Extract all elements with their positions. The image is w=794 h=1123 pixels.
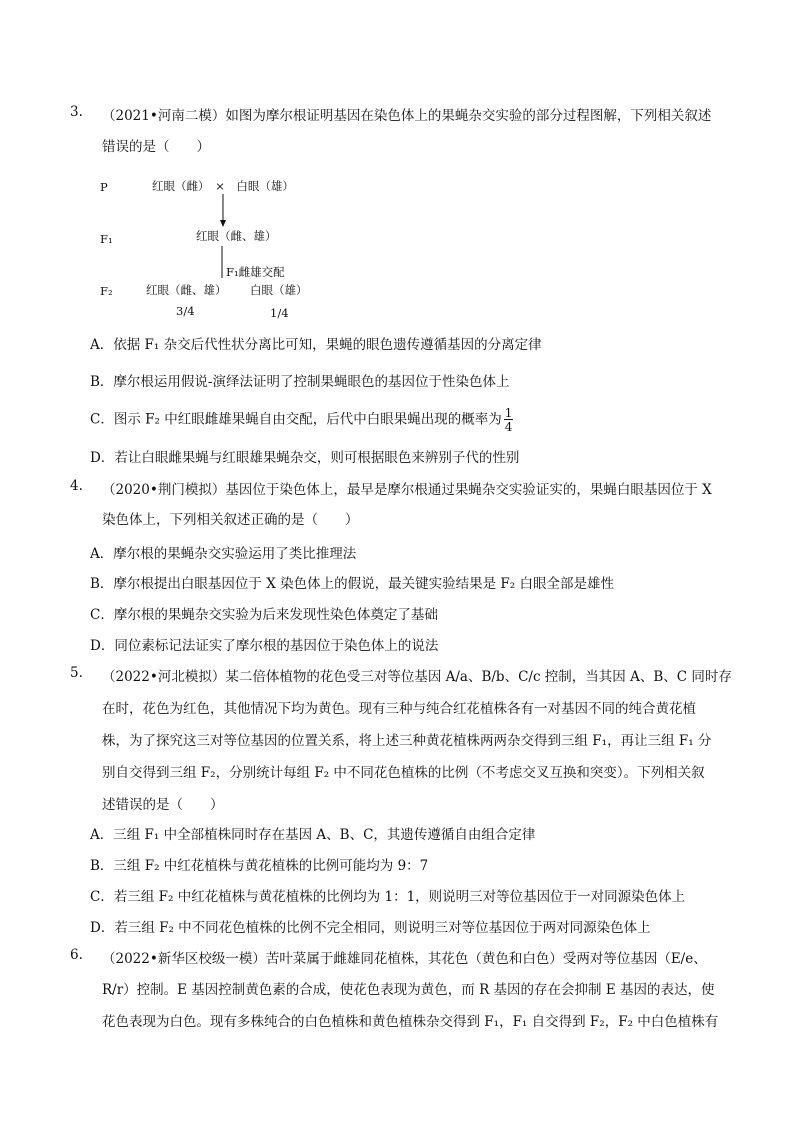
arrow-p-to-f1 [218,194,228,228]
fraction-numerator: 1 [504,406,513,420]
q5-option-b: B．三组 F₂ 中红花植株与黄花植株的比例可能均为 9：7 [90,858,429,874]
q3-stem-line1: （2021•河南二模）如图为摩尔根证明基因在染色体上的果蝇杂交实验的部分过程图解，下列相关叙述 [102,108,712,124]
q5-option-c: C．若三组 F₂ 中红花植株与黄花植株的比例均为 1：1，则说明三对等位基因位于一对同源染色体上 [90,889,686,905]
q4-stem-line1: （2020•荆门模拟）基因位于染色体上，最早是摩尔根通过果蝇杂交实验证实的，果蝇白眼基因位于 X [102,482,712,498]
f1-generation-label: F₁ [100,232,113,246]
q3-option-c [90,407,513,433]
q4-option-a: A．摩尔根的果蝇杂交实验运用了类比推理法 [90,546,357,562]
q3-option-d: D．若让白眼雌果蝇与红眼雄果蝇杂交，则可根据眼色来辨别子代的性别 [90,450,520,466]
f2-red-ratio: 3/4 [176,304,195,318]
q5-stem-line3: 株，为了探究这三对等位基因的位置关系，将上述三种黄花植株两两杂交得到三组 F₁，再让三组 F₁ 分 [102,733,712,749]
q5-stem-line2: 在时，花色为红色，其他情况下均为黄色。现有三种与纯合红花植株各有一对基因不同的纯合黄花植 [102,701,696,717]
q5-stem-line1: （2022•河北模拟）某二倍体植物的花色受三对等位基因 A/a、B/b、C/c 控制，当其因 A、B、C 同时存 [102,669,732,685]
q5-number: 5. [70,665,83,681]
p-generation-label: P [100,180,108,194]
f2-white-ratio: 1/4 [270,306,289,320]
q3-option-b: B．摩尔根运用假说-演绎法证明了控制果蝇眼色的基因位于性染色体上 [90,374,510,390]
q5-option-a: A．三组 F₁ 中全部植株同时存在基因 A、B、C，其遗传遵循自由组合定律 [90,827,536,843]
q3-number: 3. [70,104,83,120]
q3-stem-line2: 错误的是（ ） [102,139,210,155]
f2-red-phenotype: 红眼（雌、雄） [146,283,227,297]
q4-stem-line2: 染色体上，下列相关叙述正确的是（ ） [102,512,359,528]
fraction [504,407,514,433]
q6-number: 6. [70,947,83,963]
f1-intercross-note: F₁雌雄交配 [226,265,285,279]
q4-number: 4. [70,478,83,494]
q3-option-a: A．依据 F₁ 杂交后代性状分离比可知，果蝇的眼色遗传遵循基因的分离定律 [90,337,542,353]
f2-white-phenotype: 白眼（雄） [250,283,308,297]
q5-stem-line4: 别自交得到三组 F₂，分别统计每组 F₂ 中不同花色植株的比例（不考虑交叉互换和突变）。下列相关叙 [102,765,705,781]
q6-stem-line2: R/r）控制。E 基因控制黄色素的合成，使花色表现为黄色，而 R 基因的存在会抑制 E 基因的表达，使 [102,982,715,998]
q5-stem-line5: 述错误的是（ ） [102,797,224,813]
parent-cross: 红眼（雌） × 白眼（雄） [152,179,294,193]
f2-generation-label: F₂ [100,284,113,298]
arrow-f1-to-f2 [218,246,226,278]
q6-stem-line3: 花色表现为白色。现有多株纯合的白色植株和黄色植株杂交得到 F₁，F₁ 自交得到 F₂，F₂ 中白色植株有 [102,1014,719,1030]
fraction-denominator: 4 [504,420,513,434]
q3-option-c-text: C．图示 F₂ 中红眼雌雄果蝇自由交配，后代中白眼果蝇出现的概率为 [90,411,502,428]
q4-option-d: D．同位素标记法证实了摩尔根的基因位于染色体上的说法 [90,638,439,654]
q4-option-b: B．摩尔根提出白眼基因位于 X 染色体上的假说，最关键实验结果是 F₂ 白眼全部是雄性 [90,576,614,592]
q6-stem-line1: （2022•新华区校级一模）苦叶菜属于雌雄同花植株，其花色（黄色和白色）受两对等位基因（E/e、 [102,951,707,967]
f1-phenotype: 红眼（雌、雄） [196,229,277,243]
q5-option-d: D．若三组 F₂ 中不同花色植株的比例不完全相同，则说明三对等位基因位于两对同源染色体上 [90,920,651,936]
cross-diagram [100,170,360,330]
q4-option-c: C．摩尔根的果蝇杂交实验为后来发现性染色体奠定了基础 [90,607,438,623]
